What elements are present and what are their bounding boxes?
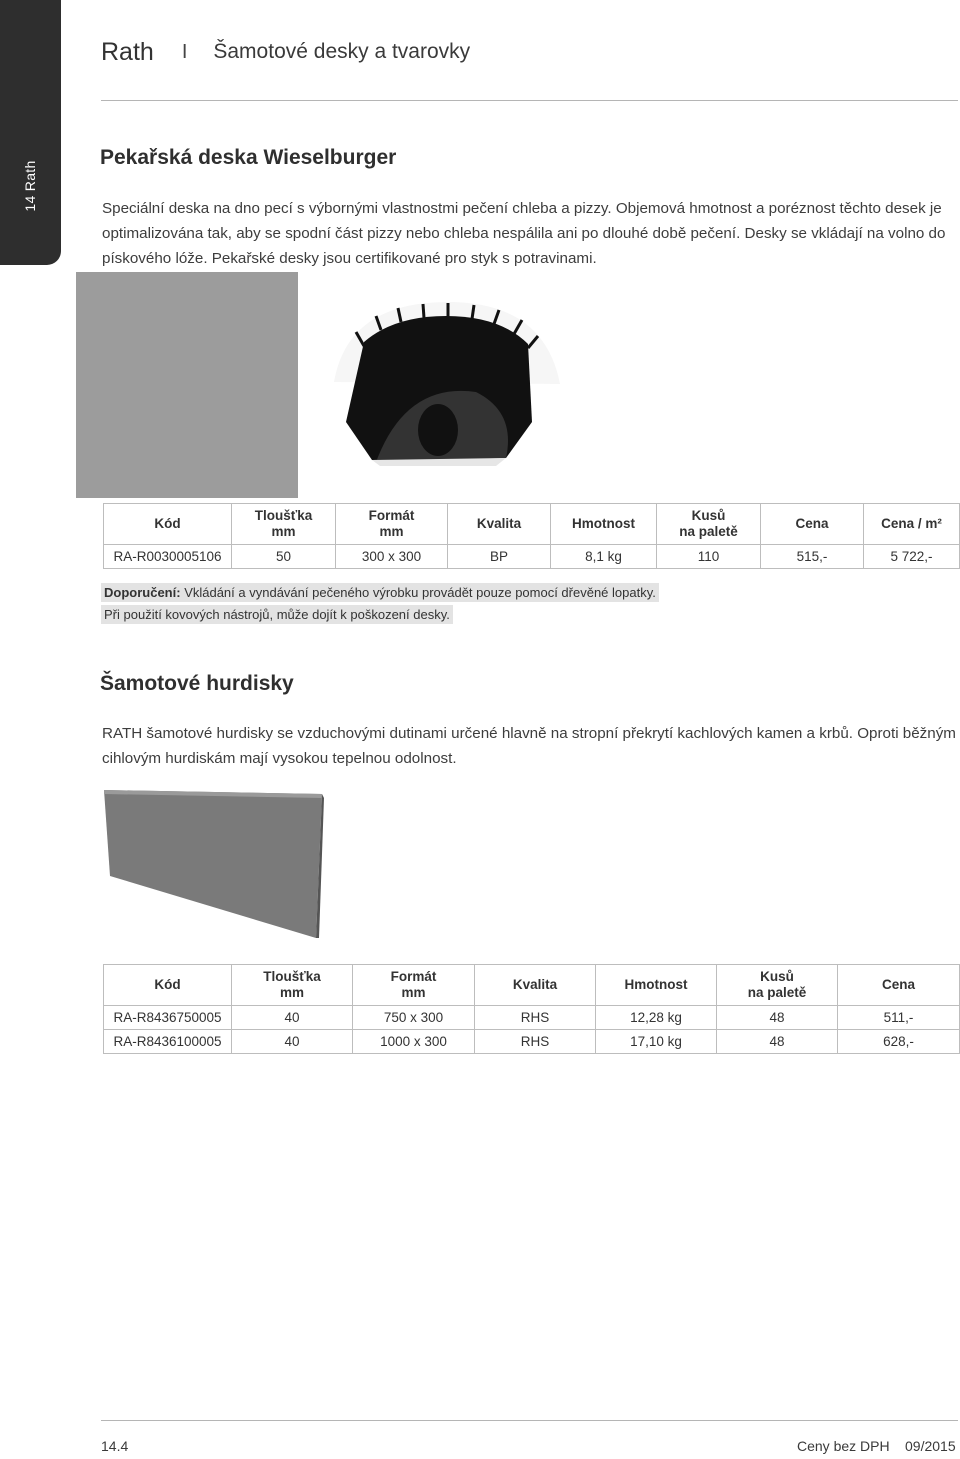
- recommendation-note: [101, 582, 659, 626]
- brand-name: Rath: [101, 37, 154, 66]
- page-header: [101, 34, 470, 70]
- column-header-cena-m2: Cena / m²: [864, 504, 960, 545]
- product-image-baking-plate: [76, 272, 566, 500]
- cell-kvalita: BP: [448, 545, 551, 569]
- cell-format: 1000 x 300: [353, 1030, 475, 1054]
- column-header-kusu: [657, 504, 761, 545]
- cell-kod: RA-R0030005106: [104, 545, 232, 569]
- cell-format: 300 x 300: [336, 545, 448, 569]
- footer-price-note: Ceny bez DPH: [797, 1438, 890, 1454]
- column-header-hmotnost: Hmotnost: [596, 965, 717, 1006]
- column-header-tloustka-label: Tloušťka mm: [263, 969, 321, 1000]
- footer-divider: [101, 1420, 958, 1421]
- cell-format: 750 x 300: [353, 1006, 475, 1030]
- recommendation-label: Doporučení:: [104, 585, 181, 600]
- cell-tloustka: 50: [232, 545, 336, 569]
- cell-kusu: 110: [657, 545, 761, 569]
- bread-peel-brush-icon: [334, 302, 560, 466]
- cell-tloustka: 40: [232, 1030, 353, 1054]
- column-header-kusu-label: Kusů na paletě: [747, 969, 807, 1000]
- column-header-format: [353, 965, 475, 1006]
- side-tab-label: 14 Rath: [22, 160, 38, 212]
- cell-cena: 511,-: [838, 1006, 960, 1030]
- column-header-hmotnost: Hmotnost: [551, 504, 657, 545]
- cell-kusu: 48: [717, 1006, 838, 1030]
- header-separator: I: [181, 40, 188, 63]
- footer-date: 09/2015: [905, 1438, 956, 1454]
- recommendation-line-1: [101, 583, 659, 602]
- column-header-format-label: Formát mm: [368, 508, 415, 539]
- cell-kusu: 48: [717, 1030, 838, 1054]
- column-header-kvalita: Kvalita: [475, 965, 596, 1006]
- section-title-hurdisky: Šamotové hurdisky: [100, 672, 294, 695]
- table-row: [104, 1006, 960, 1030]
- hurdiska-front-face: [104, 790, 322, 938]
- recommendation-text-1: Vkládání a vyndávání pečeného výrobku provádět pouze pomocí dřevěné lopatky.: [184, 585, 656, 600]
- section-description-hurdisky: RATH šamotové hurdisky se vzduchovými dutinami určené hlavně na stropní překrytí kachlových kamen a krbů. Oproti běžným cihlovým hurdiskám mají vysokou tepelnou odolnost.: [102, 725, 956, 767]
- column-header-kvalita: Kvalita: [448, 504, 551, 545]
- footer-page-number: 14.4: [101, 1438, 129, 1454]
- cell-cena: 628,-: [838, 1030, 960, 1054]
- table-header-row: [104, 965, 960, 1006]
- table-row: [104, 545, 960, 569]
- cell-hmotnost: 17,10 kg: [596, 1030, 717, 1054]
- side-tab: [0, 0, 61, 265]
- column-header-format: [336, 504, 448, 545]
- cell-kvalita: RHS: [475, 1030, 596, 1054]
- column-header-kod: Kód: [104, 504, 232, 545]
- cell-hmotnost: 8,1 kg: [551, 545, 657, 569]
- column-header-kod: Kód: [104, 965, 232, 1006]
- cell-tloustka: 40: [232, 1006, 353, 1030]
- table-row: [104, 1030, 960, 1054]
- cell-kvalita: RHS: [475, 1006, 596, 1030]
- section-title-pekarska-deska: Pekařská deska Wieselburger: [100, 146, 397, 169]
- column-header-tloustka: [232, 504, 336, 545]
- column-header-tloustka: [232, 965, 353, 1006]
- cell-kod: RA-R8436750005: [104, 1006, 232, 1030]
- column-header-kusu: [717, 965, 838, 1006]
- section-description-pekarska-deska: Speciální deska na dno pecí s výbornými vlastnostmi pečení chleba a pizzy. Objemová hmotnost a poréznost těchto desek je optimalizována tak, aby se spodní část pizzy nebo chleba nespálila ani po dlouhé době pečení. Desky se vkládají na volno do pískového lóže. Pekařské desky jsou certifikované pro styk s potravinami.: [102, 200, 946, 267]
- column-header-cena: Cena: [838, 965, 960, 1006]
- cell-hmotnost: 12,28 kg: [596, 1006, 717, 1030]
- column-header-format-label: Formát mm: [390, 969, 437, 1000]
- cell-cena: 515,-: [761, 545, 864, 569]
- recommendation-text-2: Při použití kovových nástrojů, může dojít k poškození desky.: [101, 605, 453, 624]
- cell-cena-m2: 5 722,-: [864, 545, 960, 569]
- product-table-pekarska-deska: [103, 503, 960, 569]
- header-title: Šamotové desky a tvarovky: [213, 40, 471, 63]
- product-image-hurdiska: [100, 788, 326, 940]
- column-header-kusu-label: Kusů na paletě: [679, 508, 738, 539]
- product-table-hurdisky: [103, 964, 960, 1054]
- column-header-tloustka-label: Tloušťka mm: [254, 508, 313, 539]
- baking-plate-shape: [76, 272, 298, 498]
- cell-kod: RA-R8436100005: [104, 1030, 232, 1054]
- column-header-cena: Cena: [761, 504, 864, 545]
- header-divider: [101, 100, 958, 101]
- table-header-row: [104, 504, 960, 545]
